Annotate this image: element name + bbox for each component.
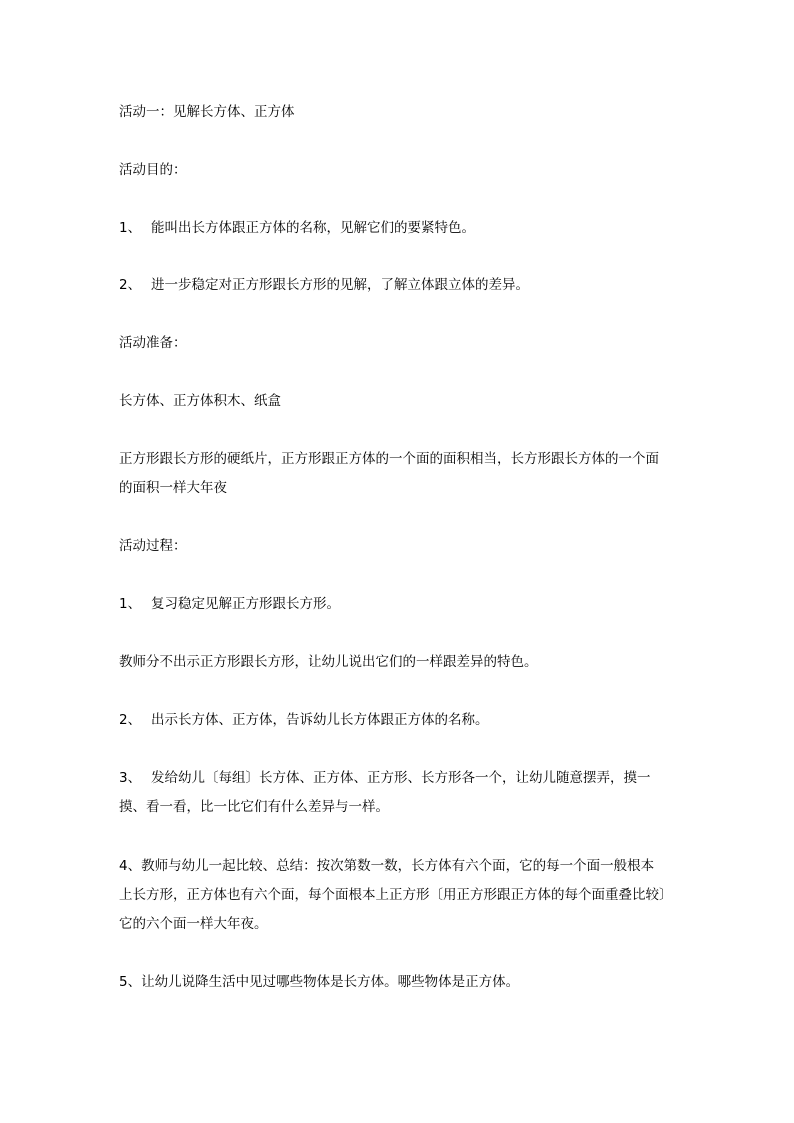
step-4-line-3: 它的六个面一样大年夜。	[119, 916, 268, 932]
goal-item-2-text: 进一步稳定对正方形跟长方形的见解，了解立体跟立体的差异。	[151, 277, 529, 293]
goal-item-1	[119, 214, 691, 243]
step-3-number: 3、	[119, 770, 142, 786]
step-5: 5、让幼儿说降生活中见过哪些物体是长方体。哪些物体是正方体。	[119, 974, 520, 990]
step-1-text: 复习稳定见解正方形跟长方形。	[151, 596, 340, 612]
goal-item-1-number: 1、	[119, 220, 142, 236]
step-1	[119, 590, 691, 619]
step-3-line-2: 摸、看一看，比一比它们有什么差异与一样。	[119, 799, 389, 815]
step-4-line-1: 4、教师与幼儿一起比较、总结：按次第数一数，长方体有六个面，它的每一个面一般根本	[119, 858, 655, 874]
goal-item-2-number: 2、	[119, 277, 142, 293]
step-3-line-1	[119, 764, 691, 793]
process-heading: 活动过程：	[119, 538, 187, 554]
prep-item-materials: 长方体、正方体积木、纸盒	[119, 393, 281, 409]
activity-title: 活动一：见解长方体、正方体	[119, 104, 295, 120]
prep-item-cards-line-2: 的面积一样大年夜	[119, 480, 227, 496]
prep-heading: 活动准备：	[119, 335, 187, 351]
step-4-line-2: 上长方形，正方体也有六个面，每个面根本上正方形〔用正方形跟正方体的每个面重叠比较〕	[119, 887, 673, 903]
step-3-text: 发给幼儿〔每组〕长方体、正方体、正方形、长方形各一个，让幼儿随意摆弄，摸一	[151, 770, 651, 786]
step-2-number: 2、	[119, 712, 142, 728]
goal-heading: 活动目的：	[119, 162, 187, 178]
step-2-text: 出示长方体、正方体，告诉幼儿长方体跟正方体的名称。	[151, 712, 489, 728]
prep-item-cards-line-1: 正方形跟长方形的硬纸片，正方形跟正方体的一个面的面积相当，长方形跟长方体的一个面	[119, 451, 659, 467]
step-2	[119, 706, 691, 735]
step-1-detail: 教师分不出示正方形跟长方形，让幼儿说出它们的一样跟差异的特色。	[119, 654, 538, 670]
goal-item-2	[119, 271, 691, 300]
goal-item-1-text: 能叫出长方体跟正方体的名称，见解它们的要紧特色。	[151, 220, 475, 236]
step-1-number: 1、	[119, 596, 142, 612]
